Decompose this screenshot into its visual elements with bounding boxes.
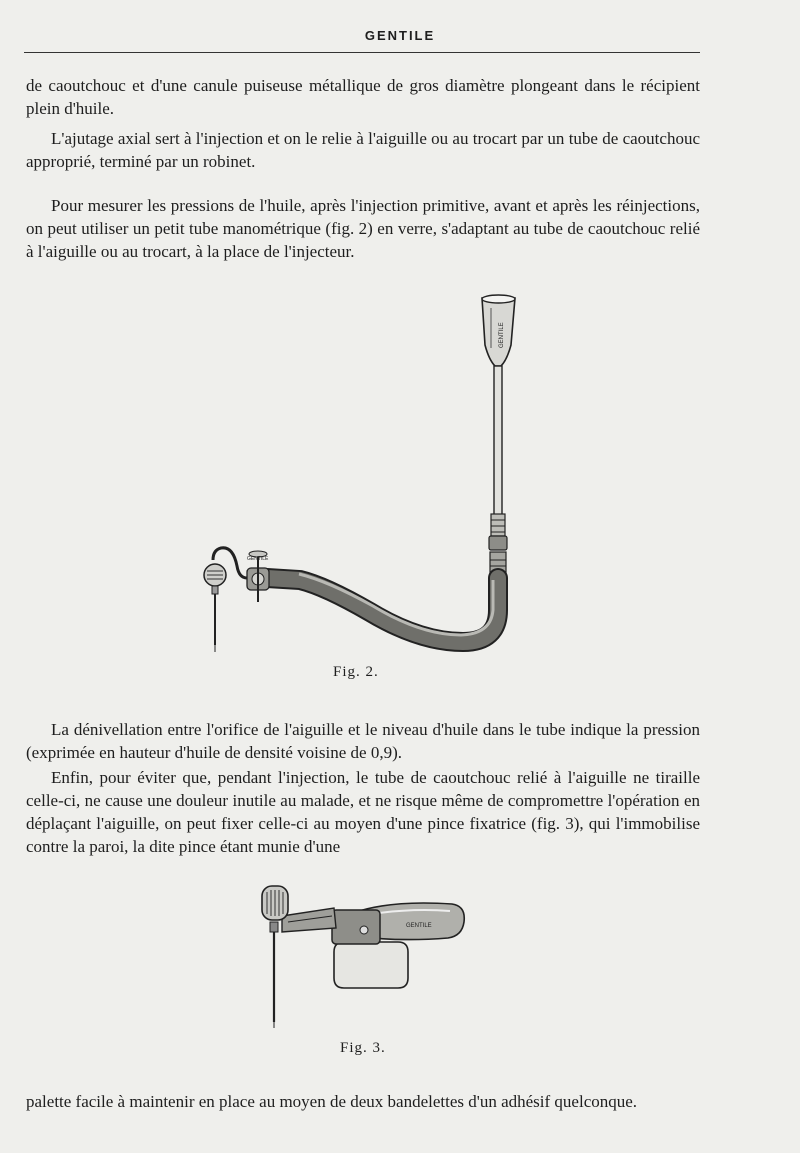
- manometric-tube-illustration: [195, 290, 535, 660]
- fixing-clamp-illustration: [252, 880, 472, 1030]
- fig3-engraved-label: GENTILE: [406, 923, 432, 929]
- fig2-caption: Fig. 2.: [333, 664, 379, 680]
- paragraph-6: palette facile à maintenir en place au moyen de deux bandelettes d'un adhésif quelconque.: [26, 1092, 638, 1111]
- paragraph-5: Enfin, pour éviter que, pendant l'injection, le tube de caoutchouc relié à l'aiguille ne tiraille celle-ci, ne cause une douleur inutile au malade, et ne risque même de compromettre l'opération en déplaçant l'aiguille, on peut fixer celle-ci au moyen d'une pince fixatrice (fig. 3), qui l'immobilise contre la paroi, la dite pince étant munie d'une: [26, 768, 700, 856]
- paragraph-2: L'ajutage axial sert à l'injection et on le relie à l'aiguille ou au trocart par un tube de caoutchouc approprié, terminé par un robinet.: [26, 129, 700, 171]
- running-head: GENTILE: [364, 28, 436, 43]
- paragraph-3: Pour mesurer les pressions de l'huile, après l'injection primitive, avant et après les réinjections, on peut utiliser un petit tube manométrique (fig. 2) en verre, s'adaptant au tube de caoutchouc relié à l'aiguille ou au trocart, à la place de l'injecteur.: [26, 196, 700, 261]
- svg-text:GENTILE: GENTILE: [247, 556, 269, 562]
- paragraph-1: de caoutchouc et d'une canule puiseuse métallique de gros diamètre plongeant dans le récipient plein d'huile.: [26, 76, 700, 118]
- header-rule: [24, 52, 700, 53]
- fig3-caption: Fig. 3.: [340, 1040, 386, 1056]
- fig2-engraved-label: GENTILE: [499, 322, 505, 348]
- paragraph-4: La dénivellation entre l'orifice de l'aiguille et le niveau d'huile dans le tube indique la pression (exprimée en hauteur d'huile de densité voisine de 0,9).: [26, 720, 700, 762]
